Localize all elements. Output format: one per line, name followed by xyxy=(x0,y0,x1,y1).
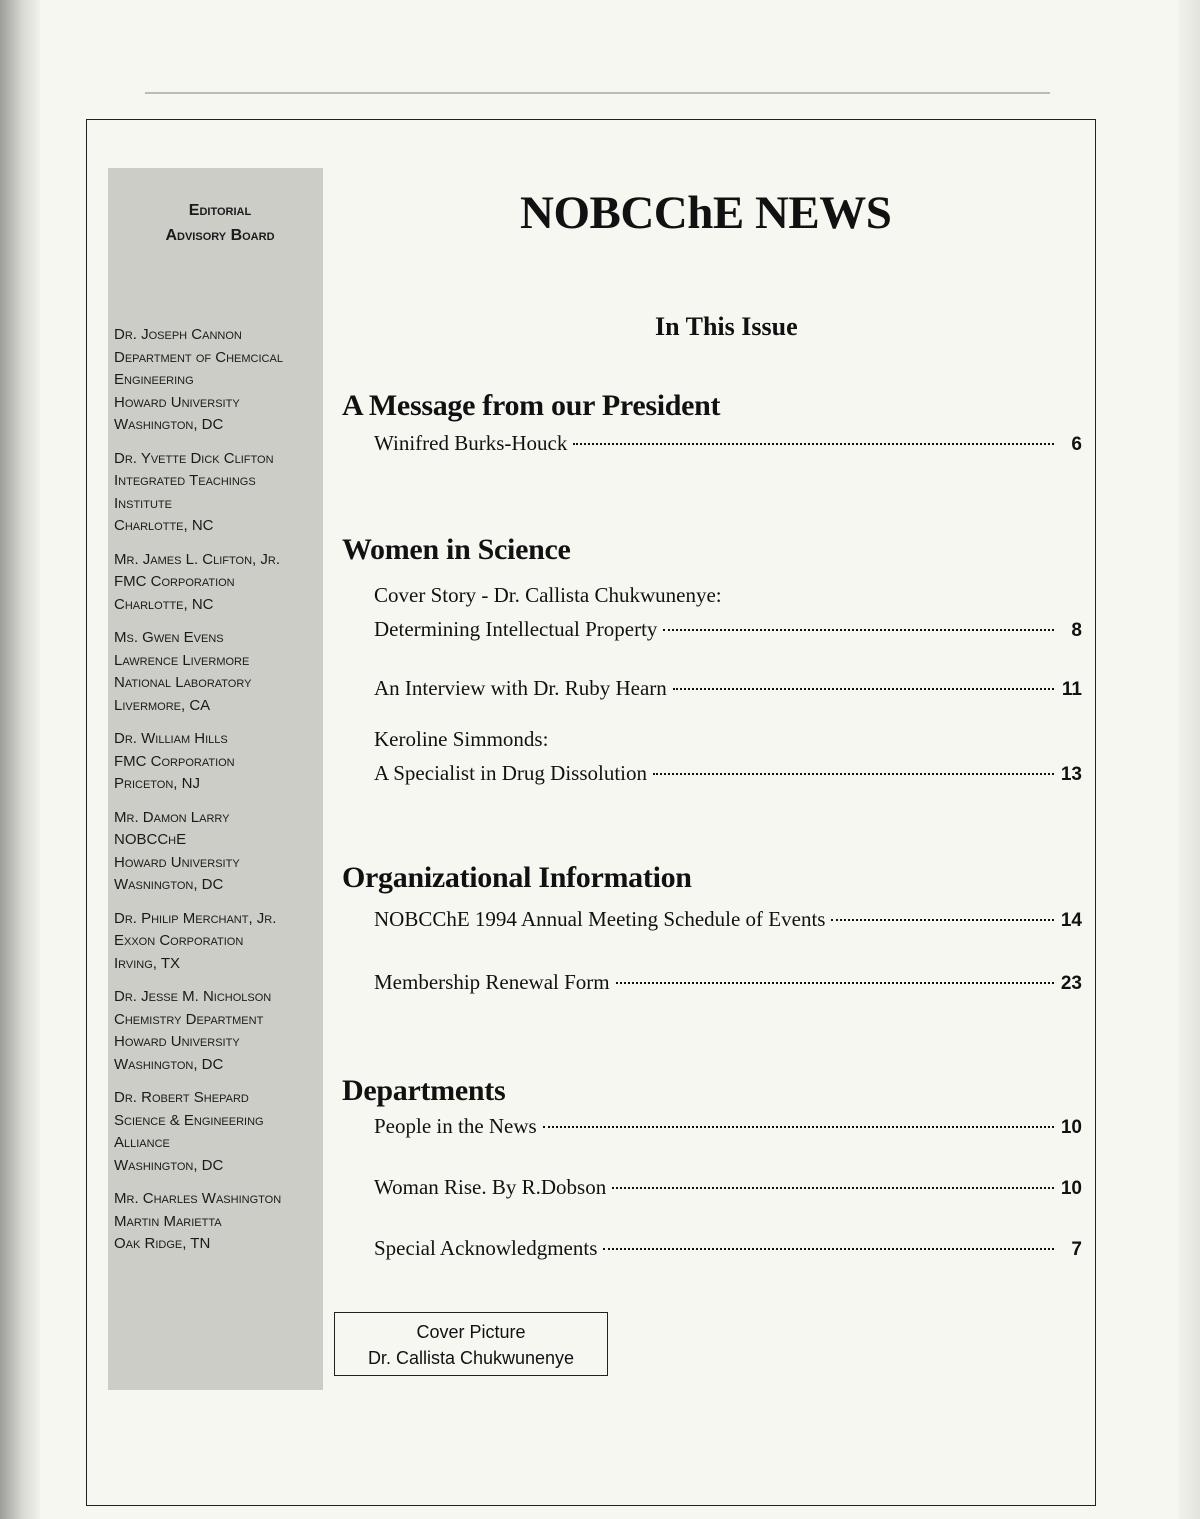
toc-entry-text: NOBCChE 1994 Annual Meeting Schedule of Events xyxy=(374,907,826,931)
board-member-affiliation: FMC Corporation xyxy=(114,752,235,770)
editorial-board-list xyxy=(114,324,319,1267)
table-of-contents xyxy=(342,388,1082,1267)
cover-picture-caption xyxy=(334,1312,608,1376)
board-member-affiliation: Oak Ridge, TN xyxy=(114,1235,211,1252)
board-member xyxy=(114,448,319,538)
toc-entry[interactable] xyxy=(342,722,1082,792)
board-member xyxy=(114,986,319,1076)
board-member-name: Mr. James L. Clifton, Jr. xyxy=(114,550,280,568)
cover-picture-label: Cover Picture xyxy=(416,1322,526,1342)
masthead-title: NOBCChE NEWS xyxy=(520,187,892,239)
board-member xyxy=(114,1087,319,1177)
toc-entry[interactable] xyxy=(342,965,1082,1001)
board-member-affiliation: Department of Chemcical xyxy=(114,348,283,366)
page-number: 8 xyxy=(1071,620,1082,641)
binding-shadow xyxy=(0,0,40,1519)
board-member-name: Dr. Jesse M. Nicholson xyxy=(114,988,272,1005)
board-member xyxy=(114,1188,319,1256)
section-title: Women in Science xyxy=(342,533,571,566)
board-member-affiliation: Engineering xyxy=(114,371,194,388)
board-member-affiliation: Exxon Corporation xyxy=(114,932,244,949)
toc-entry-text: People in the News xyxy=(374,1114,537,1138)
board-member-name: Dr. Robert Shepard xyxy=(114,1089,249,1106)
board-member-affiliation: Washington, DC xyxy=(114,416,224,433)
dot-leader xyxy=(603,1248,1054,1250)
dot-leader xyxy=(543,1126,1054,1128)
dot-leader xyxy=(831,919,1054,921)
toc-entry-text: A Specialist in Drug Dissolution xyxy=(374,761,647,785)
board-member-affiliation: Martin Marietta xyxy=(114,1212,222,1230)
board-member-affiliation: FMC Corporation xyxy=(114,573,235,590)
page-number: 13 xyxy=(1060,764,1082,785)
dot-leader xyxy=(573,443,1054,445)
toc-section-departments xyxy=(342,1073,1082,1267)
board-member-name: Dr. Philip Merchant, Jr. xyxy=(114,909,277,927)
editorial-board-title: Editorial Advisory Board xyxy=(165,202,275,244)
toc-section-women xyxy=(342,532,1082,792)
board-member-name: Dr. Yvette Dick Clifton xyxy=(114,449,274,467)
toc-entry-text: Special Acknowledgments xyxy=(374,1236,598,1260)
page-number: 14 xyxy=(1060,910,1082,931)
toc-entry-text: An Interview with Dr. Ruby Hearn xyxy=(374,676,667,700)
toc-section-organizational xyxy=(342,860,1082,1001)
cover-picture-name: Dr. Callista Chukwunenye xyxy=(367,1348,575,1368)
toc-section-president xyxy=(342,388,1082,462)
toc-entry[interactable] xyxy=(342,902,1082,938)
page-number: 6 xyxy=(1071,434,1082,455)
section-title: A Message from our President xyxy=(342,389,721,422)
dot-leader xyxy=(663,629,1054,631)
section-title: Organizational Information xyxy=(342,861,692,894)
toc-entry-text: Winifred Burks-Houck xyxy=(374,431,568,455)
board-member xyxy=(114,908,319,976)
top-rule xyxy=(145,92,1050,94)
section-title: Departments xyxy=(342,1074,506,1107)
board-member xyxy=(114,627,319,717)
toc-entry-text: Cover Story - Dr. Callista Chukwunenye: xyxy=(374,583,722,607)
dot-leader xyxy=(653,773,1054,775)
board-member-affiliation: Washington, DC xyxy=(114,1055,224,1073)
in-this-issue-heading: In This Issue xyxy=(655,312,798,341)
page-number: 10 xyxy=(1060,1117,1082,1138)
board-member-affiliation: National Laboratory xyxy=(114,674,252,691)
board-member-affiliation: Science & Engineering xyxy=(114,1111,264,1129)
board-member-affiliation: Washington, DC xyxy=(114,1156,224,1174)
dot-leader xyxy=(673,688,1054,690)
board-member xyxy=(114,807,319,897)
page-number: 10 xyxy=(1060,1178,1082,1199)
toc-entry-text: Membership Renewal Form xyxy=(374,970,610,994)
board-member xyxy=(114,324,319,437)
dot-leader xyxy=(616,982,1054,984)
board-member-affiliation: Wasnington, DC xyxy=(114,876,224,893)
board-member xyxy=(114,549,319,617)
board-member-name: Mr. Damon Larry xyxy=(114,808,230,826)
board-member xyxy=(114,728,319,796)
board-member-affiliation: Charlotte, NC xyxy=(114,517,214,534)
board-member-affiliation: Howard University xyxy=(114,853,240,871)
toc-entry[interactable] xyxy=(342,671,1082,707)
page-number: 23 xyxy=(1060,973,1082,994)
page-number: 11 xyxy=(1061,679,1082,700)
board-member-affiliation: Livermore, CA xyxy=(114,696,211,714)
board-member-affiliation: Institute xyxy=(114,494,172,512)
board-member-affiliation: Irving, TX xyxy=(114,954,181,972)
board-member-affiliation: Howard University xyxy=(114,1033,240,1050)
board-member-affiliation: Chemistry Department xyxy=(114,1010,264,1028)
board-member-affiliation: Lawrence Livermore xyxy=(114,651,250,669)
page-edge xyxy=(1178,0,1200,1519)
board-member-name: Ms. Gwen Evens xyxy=(114,629,224,646)
toc-entry[interactable] xyxy=(342,1170,1082,1206)
toc-entry[interactable] xyxy=(342,1231,1082,1267)
board-member-affiliation: Howard University xyxy=(114,393,240,411)
board-member-name: Dr. Joseph Cannon xyxy=(114,326,242,343)
board-member-affiliation: Alliance xyxy=(114,1134,170,1151)
board-member-name: Dr. William Hills xyxy=(114,730,228,747)
toc-entry-text: Keroline Simmonds: xyxy=(374,727,549,751)
toc-entry-text: Determining Intellectual Property xyxy=(374,617,658,641)
toc-entry[interactable] xyxy=(342,1109,1082,1145)
toc-entry-text: Woman Rise. By R.Dobson xyxy=(374,1175,607,1199)
page-number: 7 xyxy=(1071,1239,1082,1260)
board-member-name: Mr. Charles Washington xyxy=(114,1190,282,1207)
dot-leader xyxy=(612,1187,1054,1189)
board-member-affiliation: Integrated Teachings xyxy=(114,472,256,489)
toc-entry[interactable] xyxy=(342,578,1082,648)
board-member-affiliation: NOBCChE xyxy=(114,831,187,848)
board-member-affiliation: Charlotte, NC xyxy=(114,595,214,613)
board-member-affiliation: Priceton, NJ xyxy=(114,775,200,792)
toc-entry[interactable] xyxy=(342,426,1082,462)
